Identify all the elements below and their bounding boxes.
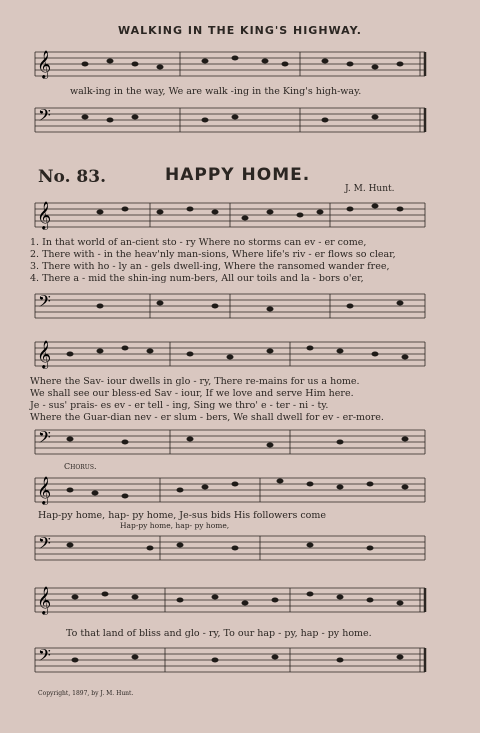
hymn-number: No. 83. [38, 167, 106, 187]
svg-text:𝄞: 𝄞 [37, 586, 52, 614]
svg-text:𝄢: 𝄢 [38, 533, 51, 557]
staff-2-bass [30, 424, 430, 460]
staff-2-treble [30, 336, 430, 372]
verse-line-2b: We shall see our bless-ed Sav - iour, If we love and serve Him here. [30, 388, 354, 399]
verse-line-3a: 3. There with ho - ly an - gels dwell-ing, Where the ransomed wander free, [30, 261, 390, 272]
verse-line-4a: 4. There a - mid the shin-ing num-bers, All our toils and la - bors o'er, [30, 273, 364, 284]
chorus-line-2: To that land of bliss and glo - ry, To our hap - py, hap - py home. [66, 628, 372, 639]
staff-1-treble [30, 197, 430, 233]
svg-text:𝄢: 𝄢 [38, 427, 51, 451]
svg-text:𝄢: 𝄢 [38, 105, 51, 129]
staff-prev-treble [30, 46, 430, 82]
running-title: WALKING IN THE KING'S HIGHWAY. [118, 24, 362, 37]
author: J. M. Hunt. [345, 184, 395, 194]
staff-chorus-1-bass [30, 530, 430, 566]
prev-lyric: walk-ing in the way, We are walk -ing in the King's high-way. [70, 86, 362, 97]
staff-prev-bass [30, 102, 430, 138]
staff-1-bass [30, 288, 430, 324]
staff-chorus-1-treble [30, 472, 430, 508]
chorus-line-1: Hap-py home, hap- py home, Je-sus bids His followers come [38, 510, 327, 521]
svg-text:𝄞: 𝄞 [37, 340, 52, 368]
verse-line-2a: 2. There with - in the heav'nly man-sions, Where life's riv - er flows so clear, [30, 249, 396, 260]
svg-text:𝄢: 𝄢 [38, 645, 51, 669]
svg-text:𝄞: 𝄞 [37, 476, 52, 504]
chorus-label: Chorus. [64, 462, 97, 471]
hymn-title: HAPPY HOME. [165, 165, 311, 185]
chorus-line-1-bass: Hap-py home, hap- py home, [120, 521, 230, 530]
copyright: Copyright, 1897, by J. M. Hunt. [38, 690, 134, 697]
staff-chorus-2-treble [30, 582, 430, 618]
verse-line-3b: Je - sus' prais- es ev - er tell - ing, Sing we thro' e - ter - ni - ty. [30, 400, 329, 411]
verse-line-1a: 1. In that world of an-cient sto - ry Where no storms can ev - er come, [30, 237, 367, 248]
verse-line-1b: Where the Sav- iour dwells in glo - ry, There re-mains for us a home. [30, 376, 360, 387]
staff-chorus-2-bass [30, 642, 430, 678]
svg-text:𝄢: 𝄢 [38, 291, 51, 315]
verse-line-4b: Where the Guar-dian nev - er slum - bers, We shall dwell for ev - er-more. [30, 412, 384, 423]
svg-text:𝄞: 𝄞 [37, 50, 52, 78]
svg-text:𝄞: 𝄞 [37, 201, 52, 229]
